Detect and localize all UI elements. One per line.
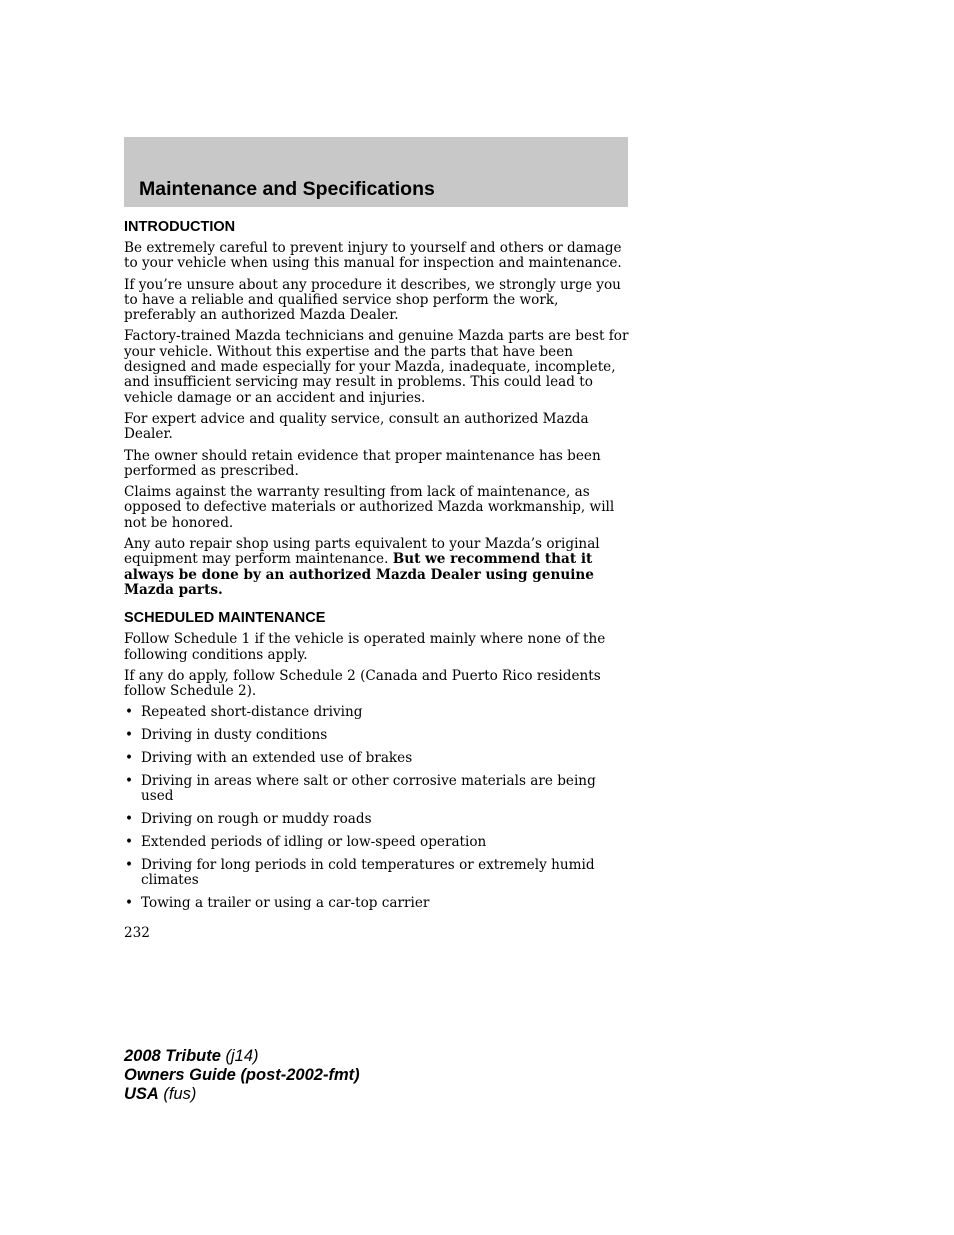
bullet-icon: • — [125, 857, 134, 874]
introduction-heading: INTRODUCTION — [124, 219, 236, 235]
scheduled-maintenance-heading: SCHEDULED MAINTENANCE — [124, 610, 326, 627]
recommendation-plain-text: Any auto repair shop using parts equivalent to your Mazda’s original equipment may perform maintenance. — [124, 536, 600, 568]
intro-paragraph: Be extremely careful to prevent injury to yourself and others or damage to your vehicle when using this manual for inspection and maintenance. — [124, 240, 622, 272]
bullet-icon: • — [125, 895, 134, 912]
footer-line-model — [124, 1047, 360, 1066]
list-item — [124, 858, 630, 889]
footer-model-code: (j14) — [220, 1047, 259, 1065]
intro-recommendation-paragraph — [124, 537, 630, 598]
document-footer — [124, 1047, 360, 1104]
footer-line-market — [124, 1085, 360, 1104]
list-item-text: Driving on rough or muddy roads — [141, 811, 372, 828]
list-item-text: Extended periods of idling or low-speed operation — [141, 834, 487, 851]
footer-market: USA — [124, 1085, 159, 1103]
intro-paragraph: For expert advice and quality service, consult an authorized Mazda Dealer. — [124, 410, 589, 443]
list-item — [124, 751, 630, 766]
list-item — [124, 774, 630, 805]
list-item — [124, 728, 630, 743]
list-item — [124, 896, 630, 911]
list-item — [124, 835, 630, 850]
intro-paragraph: Factory-trained Mazda technicians and genuine Mazda parts are best for your vehicle. Without this expertise and the parts that have been designed and made especially for your Mazda, inadequate, incomplete, and insufficient servicing may result in problems. This could lead to vehicle damage or an accident and injuries. — [124, 328, 629, 406]
list-item — [124, 812, 630, 827]
intro-paragraph: If you’re unsure about any procedure it describes, we strongly urge you to have a reliable and qualified service shop perform the work, preferably an authorized Mazda Dealer. — [124, 276, 621, 324]
footer-guide: Owners Guide (post-2002-fmt) — [124, 1066, 360, 1084]
intro-paragraph: Claims against the warranty resulting from lack of maintenance, as opposed to defective materials or authorized Mazda workmanship, will not be honored. — [124, 484, 615, 531]
footer-line-guide — [124, 1066, 360, 1085]
section-title: Maintenance and Specifications — [139, 178, 435, 200]
bullet-icon: • — [125, 727, 134, 744]
page-number: 232 — [124, 925, 150, 941]
section-header-band — [124, 137, 628, 207]
list-item-text: Driving with an extended use of brakes — [141, 750, 413, 767]
conditions-list — [124, 705, 630, 911]
bullet-icon: • — [125, 834, 134, 851]
bullet-icon: • — [125, 704, 134, 721]
footer-market-code: (fus) — [158, 1085, 197, 1103]
list-item — [124, 705, 630, 720]
bullet-icon: • — [125, 811, 134, 828]
list-item-text: Driving in areas where salt or other corrosive materials are being used — [141, 773, 596, 805]
recommendation-bold-text: But we recommend that it always be done by an authorized Mazda Dealer using genuine Mazda parts. — [124, 551, 594, 598]
list-item-text: Driving for long periods in cold temperatures or extremely humid climates — [141, 857, 595, 889]
schedule-paragraph: If any do apply, follow Schedule 2 (Canada and Puerto Rico residents follow Schedule 2). — [124, 667, 601, 700]
page-content — [124, 219, 630, 919]
bullet-icon: • — [125, 750, 134, 767]
intro-paragraph: The owner should retain evidence that proper maintenance has been performed as prescribed. — [124, 447, 601, 479]
list-item-text: Repeated short-distance driving — [141, 704, 363, 721]
schedule-paragraph: Follow Schedule 1 if the vehicle is operated mainly where none of the following conditions apply. — [124, 631, 606, 663]
footer-model: 2008 Tribute — [124, 1047, 221, 1065]
list-item-text: Driving in dusty conditions — [141, 727, 328, 744]
bullet-icon: • — [125, 773, 134, 790]
list-item-text: Towing a trailer or using a car-top carrier — [141, 895, 430, 912]
